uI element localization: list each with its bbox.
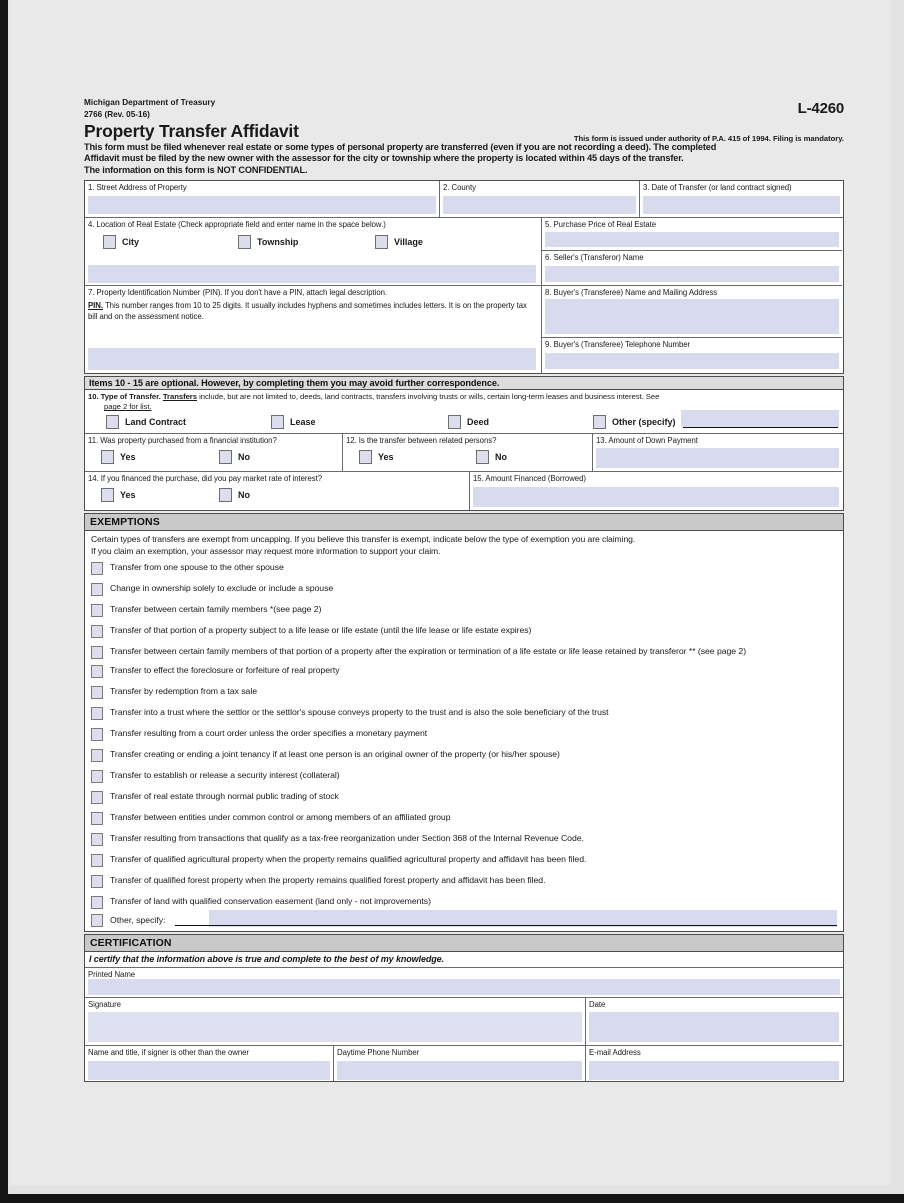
f10-label-d: page 2 for list. [104,402,152,412]
exemption-item-label: Transfer between certain family members of that portion of a property after the expiration or termination of a life estate or life lease retained by transferor ** (see page 2) [110,646,747,657]
field-market-rate-interest [85,472,470,510]
checkbox-q11-yes-row[interactable] [101,450,219,464]
field-county-input[interactable] [443,196,636,214]
field-daytime-phone[interactable] [334,1046,586,1081]
checkbox-q14-yes-row[interactable] [101,488,219,502]
checkbox-exemption-0-icon[interactable] [91,562,103,575]
exemptions-banner: EXEMPTIONS [85,514,843,531]
checkbox-lease-icon[interactable] [271,415,284,429]
form-code: L-4260 [797,100,844,117]
exemption-item[interactable] [91,562,837,575]
field-purchased-from-institution [85,434,343,472]
checkbox-city-row[interactable] [103,235,238,249]
exemption-item-label: Transfer between certain family members *(see page 2) [110,604,322,615]
checkbox-land-contract-row[interactable] [106,415,271,429]
certification-table [84,934,844,1082]
checkbox-village-row[interactable] [375,235,423,249]
checkbox-city-label: City [122,237,140,248]
exemption-item[interactable] [91,896,837,909]
checkbox-q11-yes-label: Yes [120,452,136,463]
page-title: Property Transfer Affidavit [84,120,299,141]
checkbox-land-contract-label: Land Contract [125,417,187,428]
checkbox-exemption-5-icon[interactable] [91,665,103,678]
exemption-item[interactable] [91,875,837,888]
field-street-address-label: 1. Street Address of Property [88,183,187,193]
checkbox-exemption-6-icon[interactable] [91,686,103,699]
form-container [84,98,844,1082]
checkbox-township-row[interactable] [238,235,375,249]
checkbox-exemption-15-icon[interactable] [91,875,103,888]
exemption-item-label: Transfer of qualified agricultural property when the property remains qualified agricultural property and affidavit has been filed. [110,854,587,865]
checkbox-deed-label: Deed [467,417,490,428]
checkbox-lease-row[interactable] [271,415,448,429]
checkbox-q12-yes-icon[interactable] [359,450,372,464]
exemption-item[interactable] [91,770,837,783]
checkbox-exemption-1-icon[interactable] [91,583,103,596]
table-row [85,472,843,510]
checkbox-lease-label: Lease [290,417,316,428]
exemption-item-label: Transfer to establish or release a security interest (collateral) [110,770,340,781]
exemption-item-label: Transfer of land with qualified conservation easement (land only - not improvements) [110,896,431,907]
checkbox-deed-icon[interactable] [448,415,461,429]
field-daytime-phone-input[interactable] [337,1061,582,1080]
exemption-item-label: Transfer of that portion of a property subject to a life lease or life estate (until the life lease or life estate expires) [110,625,532,636]
exemption-item[interactable] [91,854,837,867]
field-seller-name[interactable] [542,251,842,285]
exemption-item[interactable] [91,665,837,678]
table-row [85,1046,843,1081]
field-transfer-between-related [343,434,593,472]
field-date[interactable] [586,998,842,1046]
field-market-rate-interest-label: 14. If you financed the purchase, did you pay market rate of interest? [88,474,323,484]
field-name-and-title-input[interactable] [88,1061,330,1080]
field-buyer-name-address[interactable] [542,286,842,338]
field-pin-keyword: PIN. [88,301,103,311]
field-pin-note [85,298,541,322]
table-row [85,434,843,472]
exemption-other-label: Other, specify: [110,915,166,926]
field-pin [85,286,542,373]
field-street-address[interactable] [85,181,440,218]
exemption-other-line[interactable] [175,914,837,926]
exemptions-table [84,513,844,932]
intro-line-1: This form must be filed whenever real estate or some types of personal property are transferred (even if you are not recording a deed). The completed [84,141,717,152]
table-row [85,181,843,218]
exemptions-intro-line-1: Certain types of transfers are exempt from uncapping. If you believe this transfer is exempt, indicate below the type of exemption you are claiming. [91,534,636,545]
document-page [10,0,890,1185]
field-date-of-transfer-input[interactable] [643,196,840,214]
exemption-item[interactable] [91,604,837,617]
checkbox-q11-no-label: No [238,452,250,463]
checkbox-city-icon[interactable] [103,235,116,249]
checkbox-other-transfer-label: Other (specify) [612,417,676,428]
exemption-item[interactable] [91,833,837,846]
field-pin-note-text: This number ranges from 10 to 25 digits. It usually includes hyphens and sometimes includes letters. It is on the property tax bill and on the assessment notice. [88,301,527,321]
field-other-transfer-line[interactable] [683,416,838,428]
field-buyer-stack [542,286,842,373]
field-type-of-transfer [85,390,843,434]
field-location-name-input[interactable] [88,265,536,283]
checkbox-deed-row[interactable] [448,415,593,429]
field-amount-financed-input[interactable] [473,487,839,507]
checkbox-exemption-13-icon[interactable] [91,833,103,846]
field-purchase-price-label: 5. Purchase Price of Real Estate [545,220,657,230]
intro-line-3: The information on this form is NOT CONFIDENTIAL. [84,164,308,175]
intro-line-2: Affidavit must be filed by the new owner with the assessor for the city or township where the property is located within 45 days of the transfer. [84,153,684,164]
field-date-input[interactable] [589,1012,839,1042]
field-email-address[interactable] [586,1046,842,1081]
field-county[interactable] [440,181,640,218]
checkbox-q12-yes-label: Yes [378,452,394,463]
checkbox-q11-no-icon[interactable] [219,450,232,464]
identification-table [84,180,844,374]
exemption-item-label: Transfer resulting from a court order unless the order specifies a monetary payment [110,728,428,739]
checkbox-q12-no-row[interactable] [476,450,507,464]
table-row [85,286,843,373]
checkbox-exemption-14-icon[interactable] [91,854,103,867]
field-date-of-transfer-label: 3. Date of Transfer (or land contract signed) [643,183,792,193]
exemption-item-label: Transfer by redemption from a tax sale [110,686,257,697]
field-date-of-transfer[interactable] [640,181,843,218]
exemption-item-label: Transfer into a trust where the settlor or the settlor's spouse conveys property to the trust and is also the sole beneficiary of the trust [110,707,609,718]
exemption-item-label: Transfer between entities under common control or among members of an affiliated group [110,812,451,823]
checkbox-q12-yes-row[interactable] [359,450,476,464]
checkbox-land-contract-icon[interactable] [106,415,119,429]
optional-items-table [84,376,844,511]
checkbox-exemption-4-icon[interactable] [91,646,103,659]
field-amount-financed-label: 15. Amount Financed (Borrowed) [473,474,586,484]
checkbox-exemption-3-icon[interactable] [91,625,103,638]
field-email-address-label: E-mail Address [589,1047,641,1057]
checkbox-township-icon[interactable] [238,235,251,249]
checkbox-exemption-16-icon[interactable] [91,896,103,909]
field-location-of-real-estate [85,218,542,286]
field-daytime-phone-label: Daytime Phone Number [337,1047,420,1057]
checkbox-village-icon[interactable] [375,235,388,249]
exemption-item-label: Transfer from one spouse to the other spouse [110,562,284,573]
f10-label-b: Transfers [162,392,197,402]
checkbox-q14-no-icon[interactable] [219,488,232,502]
field-date-label: Date [589,999,606,1009]
field-signature[interactable] [85,998,586,1046]
field-pin-input[interactable] [88,348,536,370]
exemption-item[interactable] [91,749,837,762]
field-printed-name-input[interactable] [88,979,840,995]
field-location-label: 4. Location of Real Estate (Check appropriate field and enter name in the space below.) [88,220,386,230]
intro-text [84,142,844,177]
checkbox-q12-no-icon[interactable] [476,450,489,464]
field-purchase-price-input[interactable] [545,232,839,247]
field-county-label: 2. County [443,183,476,193]
field-buyer-name-address-input[interactable] [545,299,839,334]
form-number: 2766 (Rev. 05-16) [84,109,150,119]
field-purchased-from-institution-label: 11. Was property purchased from a financial institution? [88,436,277,446]
field-name-and-title-label: Name and title, if signer is other than the owner [88,1047,249,1057]
checkbox-other-transfer-icon[interactable] [593,415,606,429]
field-email-address-input[interactable] [589,1061,839,1080]
checkbox-other-transfer-row[interactable] [593,415,841,429]
checkbox-q14-no-label: No [238,490,250,501]
exemptions-intro-line-2: If you claim an exemption, your assessor may request more information to support your claim. [91,545,441,556]
checkbox-q11-no-row[interactable] [219,450,250,464]
form-header [84,98,844,176]
checkbox-q14-no-row[interactable] [219,488,250,502]
f10-label-a: 10. Type of Transfer. [88,392,161,402]
table-row [85,218,843,286]
field-purchase-price[interactable] [542,218,842,251]
checkbox-township-label: Township [257,237,299,248]
checkbox-exemption-12-icon[interactable] [91,812,103,825]
field-pin-label: 7. Property Identification Number (PIN). If you don't have a PIN, attach legal description. [88,288,388,298]
exemption-item[interactable] [91,583,837,596]
field-signature-input[interactable] [88,1012,582,1042]
checkbox-q14-yes-icon[interactable] [101,488,114,502]
field-down-payment[interactable] [593,434,842,472]
checkbox-q11-yes-icon[interactable] [101,450,114,464]
field-seller-name-input[interactable] [545,266,839,282]
exemption-item[interactable] [91,812,837,825]
field-down-payment-label: 13. Amount of Down Payment [596,436,698,446]
exemption-item[interactable] [91,646,837,659]
checkbox-exemption-11-icon[interactable] [91,791,103,804]
checkbox-exemption-8-icon[interactable] [91,728,103,741]
checkbox-exemption-other-icon[interactable] [91,914,103,927]
field-down-payment-input[interactable] [596,448,839,468]
checkbox-q12-no-label: No [495,452,507,463]
optional-items-banner: Items 10 - 15 are optional. However, by completing them you may avoid further correspondence. [85,377,843,390]
field-buyer-phone-label: 9. Buyer's (Transferee) Telephone Number [545,340,691,350]
exemption-item[interactable] [91,625,837,638]
checkbox-exemption-7-icon[interactable] [91,707,103,720]
field-seller-name-label: 6. Seller's (Transferor) Name [545,253,644,263]
checkbox-q14-yes-label: Yes [120,490,136,501]
f10-label-c: include, but are not limited to, deeds, land contracts, transfers involving trusts or wills, certain long-term leases and business interest. See [199,392,660,402]
field-type-of-transfer-label [88,392,841,412]
field-street-address-input[interactable] [88,196,436,214]
exemption-other-row[interactable] [91,914,837,927]
exemption-item-label: Transfer resulting from transactions that qualify as a tax-free reorganization under Section 368 of the Internal Revenue Code. [110,833,584,844]
checkbox-exemption-2-icon[interactable] [91,604,103,617]
exemption-item-label: Transfer to effect the foreclosure or forfeiture of real property [110,665,340,676]
certification-statement: I certify that the information above is true and complete to the best of my knowledge. [85,952,843,968]
exemption-item[interactable] [91,686,837,699]
field-buyer-name-address-label: 8. Buyer's (Transferee) Name and Mailing Address [545,288,718,298]
exemption-item-label: Change in ownership solely to exclude or include a spouse [110,583,334,594]
agency-name: Michigan Department of Treasury [84,98,216,107]
exemption-item-label: Transfer of real estate through normal public trading of stock [110,791,339,802]
field-transfer-between-related-label: 12. Is the transfer between related persons? [346,436,497,446]
field-printed-name-label: Printed Name [88,969,136,979]
authority-note: This form is issued under authority of P.A. 415 of 1994. Filing is mandatory. [573,134,844,143]
exemptions-body [85,531,843,931]
field-buyer-phone-input[interactable] [545,353,839,369]
checkbox-exemption-10-icon[interactable] [91,770,103,783]
field-amount-financed[interactable] [470,472,842,510]
exemption-item-label: Transfer creating or ending a joint tenancy if at least one person is an original owner of the property (or his/her spouse) [110,749,560,760]
table-row [85,998,843,1046]
exemption-item[interactable] [91,728,837,741]
checkbox-village-label: Village [394,237,423,248]
exemption-item[interactable] [91,791,837,804]
field-buyer-phone[interactable] [542,338,842,372]
exemption-item[interactable] [91,707,837,720]
field-name-and-title[interactable] [85,1046,334,1081]
checkbox-exemption-9-icon[interactable] [91,749,103,762]
field-price-seller-stack [542,218,842,286]
field-signature-label: Signature [88,999,121,1009]
exemption-item-label: Transfer of qualified forest property when the property remains qualified forest property and affidavit has been filed. [110,875,546,886]
certification-banner: CERTIFICATION [85,935,843,952]
field-printed-name[interactable] [85,968,843,998]
